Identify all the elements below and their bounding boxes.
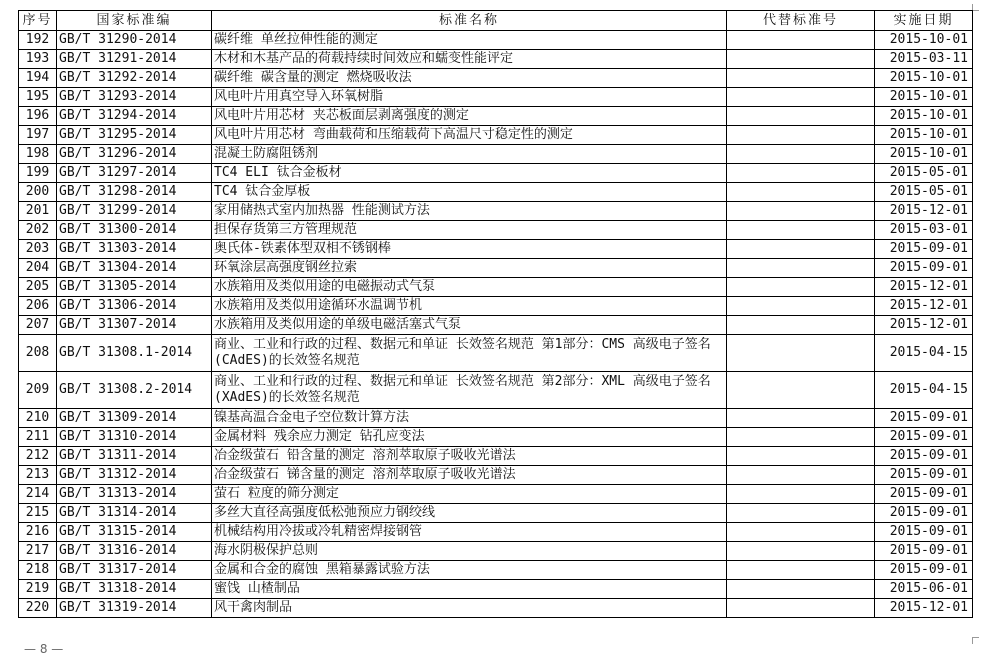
header-replaced-standard: 代替标准号 xyxy=(727,11,875,31)
row-standard-number: GB/T 31316-2014 xyxy=(57,542,212,561)
row-standard-name: 担保存货第三方管理规范 xyxy=(212,221,727,240)
row-standard-name: 环氧涂层高强度钢丝拉索 xyxy=(212,259,727,278)
row-standard-number: GB/T 31299-2014 xyxy=(57,202,212,221)
row-seq: 216 xyxy=(19,523,57,542)
row-effective-date: 2015-03-01 xyxy=(875,221,973,240)
table-row xyxy=(19,88,973,107)
row-standard-name: 蜜饯 山楂制品 xyxy=(212,580,727,599)
row-seq: 205 xyxy=(19,278,57,297)
row-effective-date: 2015-09-01 xyxy=(875,259,973,278)
row-effective-date: 2015-12-01 xyxy=(875,278,973,297)
row-replaced-standard xyxy=(727,221,875,240)
row-seq: 211 xyxy=(19,428,57,447)
row-replaced-standard xyxy=(727,523,875,542)
table-row xyxy=(19,240,973,259)
row-replaced-standard xyxy=(727,542,875,561)
table-row xyxy=(19,335,973,372)
row-effective-date: 2015-12-01 xyxy=(875,202,973,221)
table-row xyxy=(19,31,973,50)
row-seq: 194 xyxy=(19,69,57,88)
row-replaced-standard xyxy=(727,504,875,523)
row-standard-number: GB/T 31308.2-2014 xyxy=(57,372,212,409)
header-standard-name: 标准名称 xyxy=(212,11,727,31)
row-standard-name: 萤石 粒度的筛分测定 xyxy=(212,485,727,504)
table-row xyxy=(19,69,973,88)
row-replaced-standard xyxy=(727,126,875,145)
row-replaced-standard xyxy=(727,485,875,504)
row-standard-number: GB/T 31297-2014 xyxy=(57,164,212,183)
row-standard-name: 风电叶片用芯材 弯曲载荷和压缩载荷下高温尺寸稳定性的测定 xyxy=(212,126,727,145)
row-seq: 207 xyxy=(19,316,57,335)
row-standard-number: GB/T 31303-2014 xyxy=(57,240,212,259)
row-seq: 192 xyxy=(19,31,57,50)
row-replaced-standard xyxy=(727,447,875,466)
page-number: — 8 — xyxy=(24,642,64,656)
row-effective-date: 2015-10-01 xyxy=(875,145,973,164)
row-standard-number: GB/T 31305-2014 xyxy=(57,278,212,297)
table-row xyxy=(19,485,973,504)
table-row xyxy=(19,542,973,561)
table-row xyxy=(19,126,973,145)
row-effective-date: 2015-09-01 xyxy=(875,466,973,485)
row-effective-date: 2015-10-01 xyxy=(875,126,973,145)
row-effective-date: 2015-09-01 xyxy=(875,561,973,580)
row-replaced-standard xyxy=(727,145,875,164)
row-standard-number: GB/T 31290-2014 xyxy=(57,31,212,50)
row-seq: 196 xyxy=(19,107,57,126)
row-effective-date: 2015-12-01 xyxy=(875,599,973,618)
row-replaced-standard xyxy=(727,297,875,316)
table-row xyxy=(19,183,973,202)
row-seq: 215 xyxy=(19,504,57,523)
row-seq: 198 xyxy=(19,145,57,164)
row-standard-name: 风干禽肉制品 xyxy=(212,599,727,618)
table-row xyxy=(19,278,973,297)
row-replaced-standard xyxy=(727,88,875,107)
row-replaced-standard xyxy=(727,409,875,428)
row-replaced-standard xyxy=(727,107,875,126)
table-row xyxy=(19,409,973,428)
crop-mark-top xyxy=(972,4,979,11)
row-seq: 217 xyxy=(19,542,57,561)
row-seq: 219 xyxy=(19,580,57,599)
row-standard-name: 商业、工业和行政的过程、数据元和单证 长效签名规范 第2部分：XML 高级电子签名(XAdES)的长效签名规范 xyxy=(212,372,727,409)
table-row xyxy=(19,523,973,542)
row-standard-name: 水族箱用及类似用途的单级电磁活塞式气泵 xyxy=(212,316,727,335)
table-row xyxy=(19,107,973,126)
row-standard-number: GB/T 31294-2014 xyxy=(57,107,212,126)
row-seq: 212 xyxy=(19,447,57,466)
row-replaced-standard xyxy=(727,278,875,297)
row-standard-name: 多丝大直径高强度低松弛预应力钢绞线 xyxy=(212,504,727,523)
row-replaced-standard xyxy=(727,316,875,335)
row-seq: 200 xyxy=(19,183,57,202)
row-seq: 206 xyxy=(19,297,57,316)
table-header-row xyxy=(19,11,973,31)
row-standard-number: GB/T 31314-2014 xyxy=(57,504,212,523)
row-standard-name: 风电叶片用芯材 夹芯板面层剥离强度的测定 xyxy=(212,107,727,126)
table-row xyxy=(19,297,973,316)
row-seq: 202 xyxy=(19,221,57,240)
row-effective-date: 2015-03-11 xyxy=(875,50,973,69)
row-seq: 199 xyxy=(19,164,57,183)
table-row xyxy=(19,202,973,221)
row-standard-name: 机械结构用冷拔或冷轧精密焊接钢管 xyxy=(212,523,727,542)
row-seq: 204 xyxy=(19,259,57,278)
row-standard-number: GB/T 31291-2014 xyxy=(57,50,212,69)
row-replaced-standard xyxy=(727,240,875,259)
row-seq: 210 xyxy=(19,409,57,428)
row-effective-date: 2015-10-01 xyxy=(875,31,973,50)
row-seq: 220 xyxy=(19,599,57,618)
row-effective-date: 2015-04-15 xyxy=(875,335,973,372)
row-standard-number: GB/T 31292-2014 xyxy=(57,69,212,88)
row-effective-date: 2015-09-01 xyxy=(875,504,973,523)
row-standard-number: GB/T 31295-2014 xyxy=(57,126,212,145)
row-effective-date: 2015-10-01 xyxy=(875,88,973,107)
row-effective-date: 2015-10-01 xyxy=(875,107,973,126)
crop-mark-bottom xyxy=(972,637,979,644)
row-standard-name: 冶金级萤石 锑含量的测定 溶剂萃取原子吸收光谱法 xyxy=(212,466,727,485)
row-seq: 214 xyxy=(19,485,57,504)
table-row xyxy=(19,580,973,599)
table-row xyxy=(19,466,973,485)
row-standard-number: GB/T 31313-2014 xyxy=(57,485,212,504)
row-standard-number: GB/T 31310-2014 xyxy=(57,428,212,447)
row-effective-date: 2015-09-01 xyxy=(875,409,973,428)
table-row xyxy=(19,145,973,164)
standards-table-container xyxy=(18,10,973,618)
row-standard-number: GB/T 31306-2014 xyxy=(57,297,212,316)
standards-table xyxy=(18,10,973,618)
header-effective-date: 实施日期 xyxy=(875,11,973,31)
row-standard-number: GB/T 31315-2014 xyxy=(57,523,212,542)
row-standard-name: 混凝土防腐阻锈剂 xyxy=(212,145,727,164)
row-replaced-standard xyxy=(727,202,875,221)
row-replaced-standard xyxy=(727,561,875,580)
row-effective-date: 2015-09-01 xyxy=(875,542,973,561)
row-standard-number: GB/T 31319-2014 xyxy=(57,599,212,618)
row-effective-date: 2015-12-01 xyxy=(875,316,973,335)
row-standard-number: GB/T 31293-2014 xyxy=(57,88,212,107)
row-effective-date: 2015-05-01 xyxy=(875,183,973,202)
row-standard-number: GB/T 31300-2014 xyxy=(57,221,212,240)
table-row xyxy=(19,221,973,240)
row-effective-date: 2015-06-01 xyxy=(875,580,973,599)
row-effective-date: 2015-05-01 xyxy=(875,164,973,183)
row-replaced-standard xyxy=(727,164,875,183)
row-standard-name: 金属和合金的腐蚀 黑箱暴露试验方法 xyxy=(212,561,727,580)
row-replaced-standard xyxy=(727,599,875,618)
row-replaced-standard xyxy=(727,183,875,202)
row-standard-number: GB/T 31308.1-2014 xyxy=(57,335,212,372)
table-row xyxy=(19,316,973,335)
table-row xyxy=(19,164,973,183)
row-standard-name: 水族箱用及类似用途的电磁振动式气泵 xyxy=(212,278,727,297)
row-replaced-standard xyxy=(727,259,875,278)
row-standard-name: 奥氏体-铁素体型双相不锈钢棒 xyxy=(212,240,727,259)
row-standard-name: 碳纤维 碳含量的测定 燃烧吸收法 xyxy=(212,69,727,88)
table-row xyxy=(19,447,973,466)
row-seq: 209 xyxy=(19,372,57,409)
table-row xyxy=(19,599,973,618)
row-effective-date: 2015-04-15 xyxy=(875,372,973,409)
row-standard-number: GB/T 31309-2014 xyxy=(57,409,212,428)
table-row xyxy=(19,428,973,447)
table-row xyxy=(19,259,973,278)
row-replaced-standard xyxy=(727,69,875,88)
row-standard-number: GB/T 31317-2014 xyxy=(57,561,212,580)
row-effective-date: 2015-10-01 xyxy=(875,69,973,88)
row-seq: 195 xyxy=(19,88,57,107)
row-standard-name: 家用储热式室内加热器 性能测试方法 xyxy=(212,202,727,221)
table-body xyxy=(19,31,973,618)
row-standard-name: 冶金级萤石 铅含量的测定 溶剂萃取原子吸收光谱法 xyxy=(212,447,727,466)
header-seq: 序号 xyxy=(19,11,57,31)
row-standard-number: GB/T 31312-2014 xyxy=(57,466,212,485)
row-standard-name: 风电叶片用真空导入环氧树脂 xyxy=(212,88,727,107)
row-seq: 193 xyxy=(19,50,57,69)
table-row xyxy=(19,504,973,523)
row-seq: 208 xyxy=(19,335,57,372)
row-effective-date: 2015-09-01 xyxy=(875,447,973,466)
row-standard-name: TC4 钛合金厚板 xyxy=(212,183,727,202)
row-standard-name: 水族箱用及类似用途循环水温调节机 xyxy=(212,297,727,316)
row-effective-date: 2015-09-01 xyxy=(875,485,973,504)
row-standard-number: GB/T 31318-2014 xyxy=(57,580,212,599)
row-seq: 197 xyxy=(19,126,57,145)
row-replaced-standard xyxy=(727,428,875,447)
row-effective-date: 2015-09-01 xyxy=(875,240,973,259)
header-standard-number: 国家标准编 xyxy=(57,11,212,31)
row-replaced-standard xyxy=(727,372,875,409)
row-standard-name: 木材和木基产品的荷载持续时间效应和蠕变性能评定 xyxy=(212,50,727,69)
row-effective-date: 2015-09-01 xyxy=(875,428,973,447)
table-row xyxy=(19,372,973,409)
row-standard-number: GB/T 31296-2014 xyxy=(57,145,212,164)
row-standard-name: 镍基高温合金电子空位数计算方法 xyxy=(212,409,727,428)
row-standard-name: TC4 ELI 钛合金板材 xyxy=(212,164,727,183)
row-standard-number: GB/T 31307-2014 xyxy=(57,316,212,335)
row-effective-date: 2015-12-01 xyxy=(875,297,973,316)
row-standard-name: 商业、工业和行政的过程、数据元和单证 长效签名规范 第1部分：CMS 高级电子签名(CAdES)的长效签名规范 xyxy=(212,335,727,372)
row-replaced-standard xyxy=(727,50,875,69)
row-standard-name: 碳纤维 单丝拉伸性能的测定 xyxy=(212,31,727,50)
row-standard-number: GB/T 31311-2014 xyxy=(57,447,212,466)
row-standard-number: GB/T 31304-2014 xyxy=(57,259,212,278)
row-effective-date: 2015-09-01 xyxy=(875,523,973,542)
table-row xyxy=(19,561,973,580)
table-row xyxy=(19,50,973,69)
row-seq: 213 xyxy=(19,466,57,485)
row-replaced-standard xyxy=(727,31,875,50)
row-replaced-standard xyxy=(727,466,875,485)
row-seq: 201 xyxy=(19,202,57,221)
row-standard-number: GB/T 31298-2014 xyxy=(57,183,212,202)
row-seq: 218 xyxy=(19,561,57,580)
row-replaced-standard xyxy=(727,580,875,599)
row-seq: 203 xyxy=(19,240,57,259)
row-standard-name: 海水阴极保护总则 xyxy=(212,542,727,561)
row-standard-name: 金属材料 残余应力测定 钻孔应变法 xyxy=(212,428,727,447)
row-replaced-standard xyxy=(727,335,875,372)
